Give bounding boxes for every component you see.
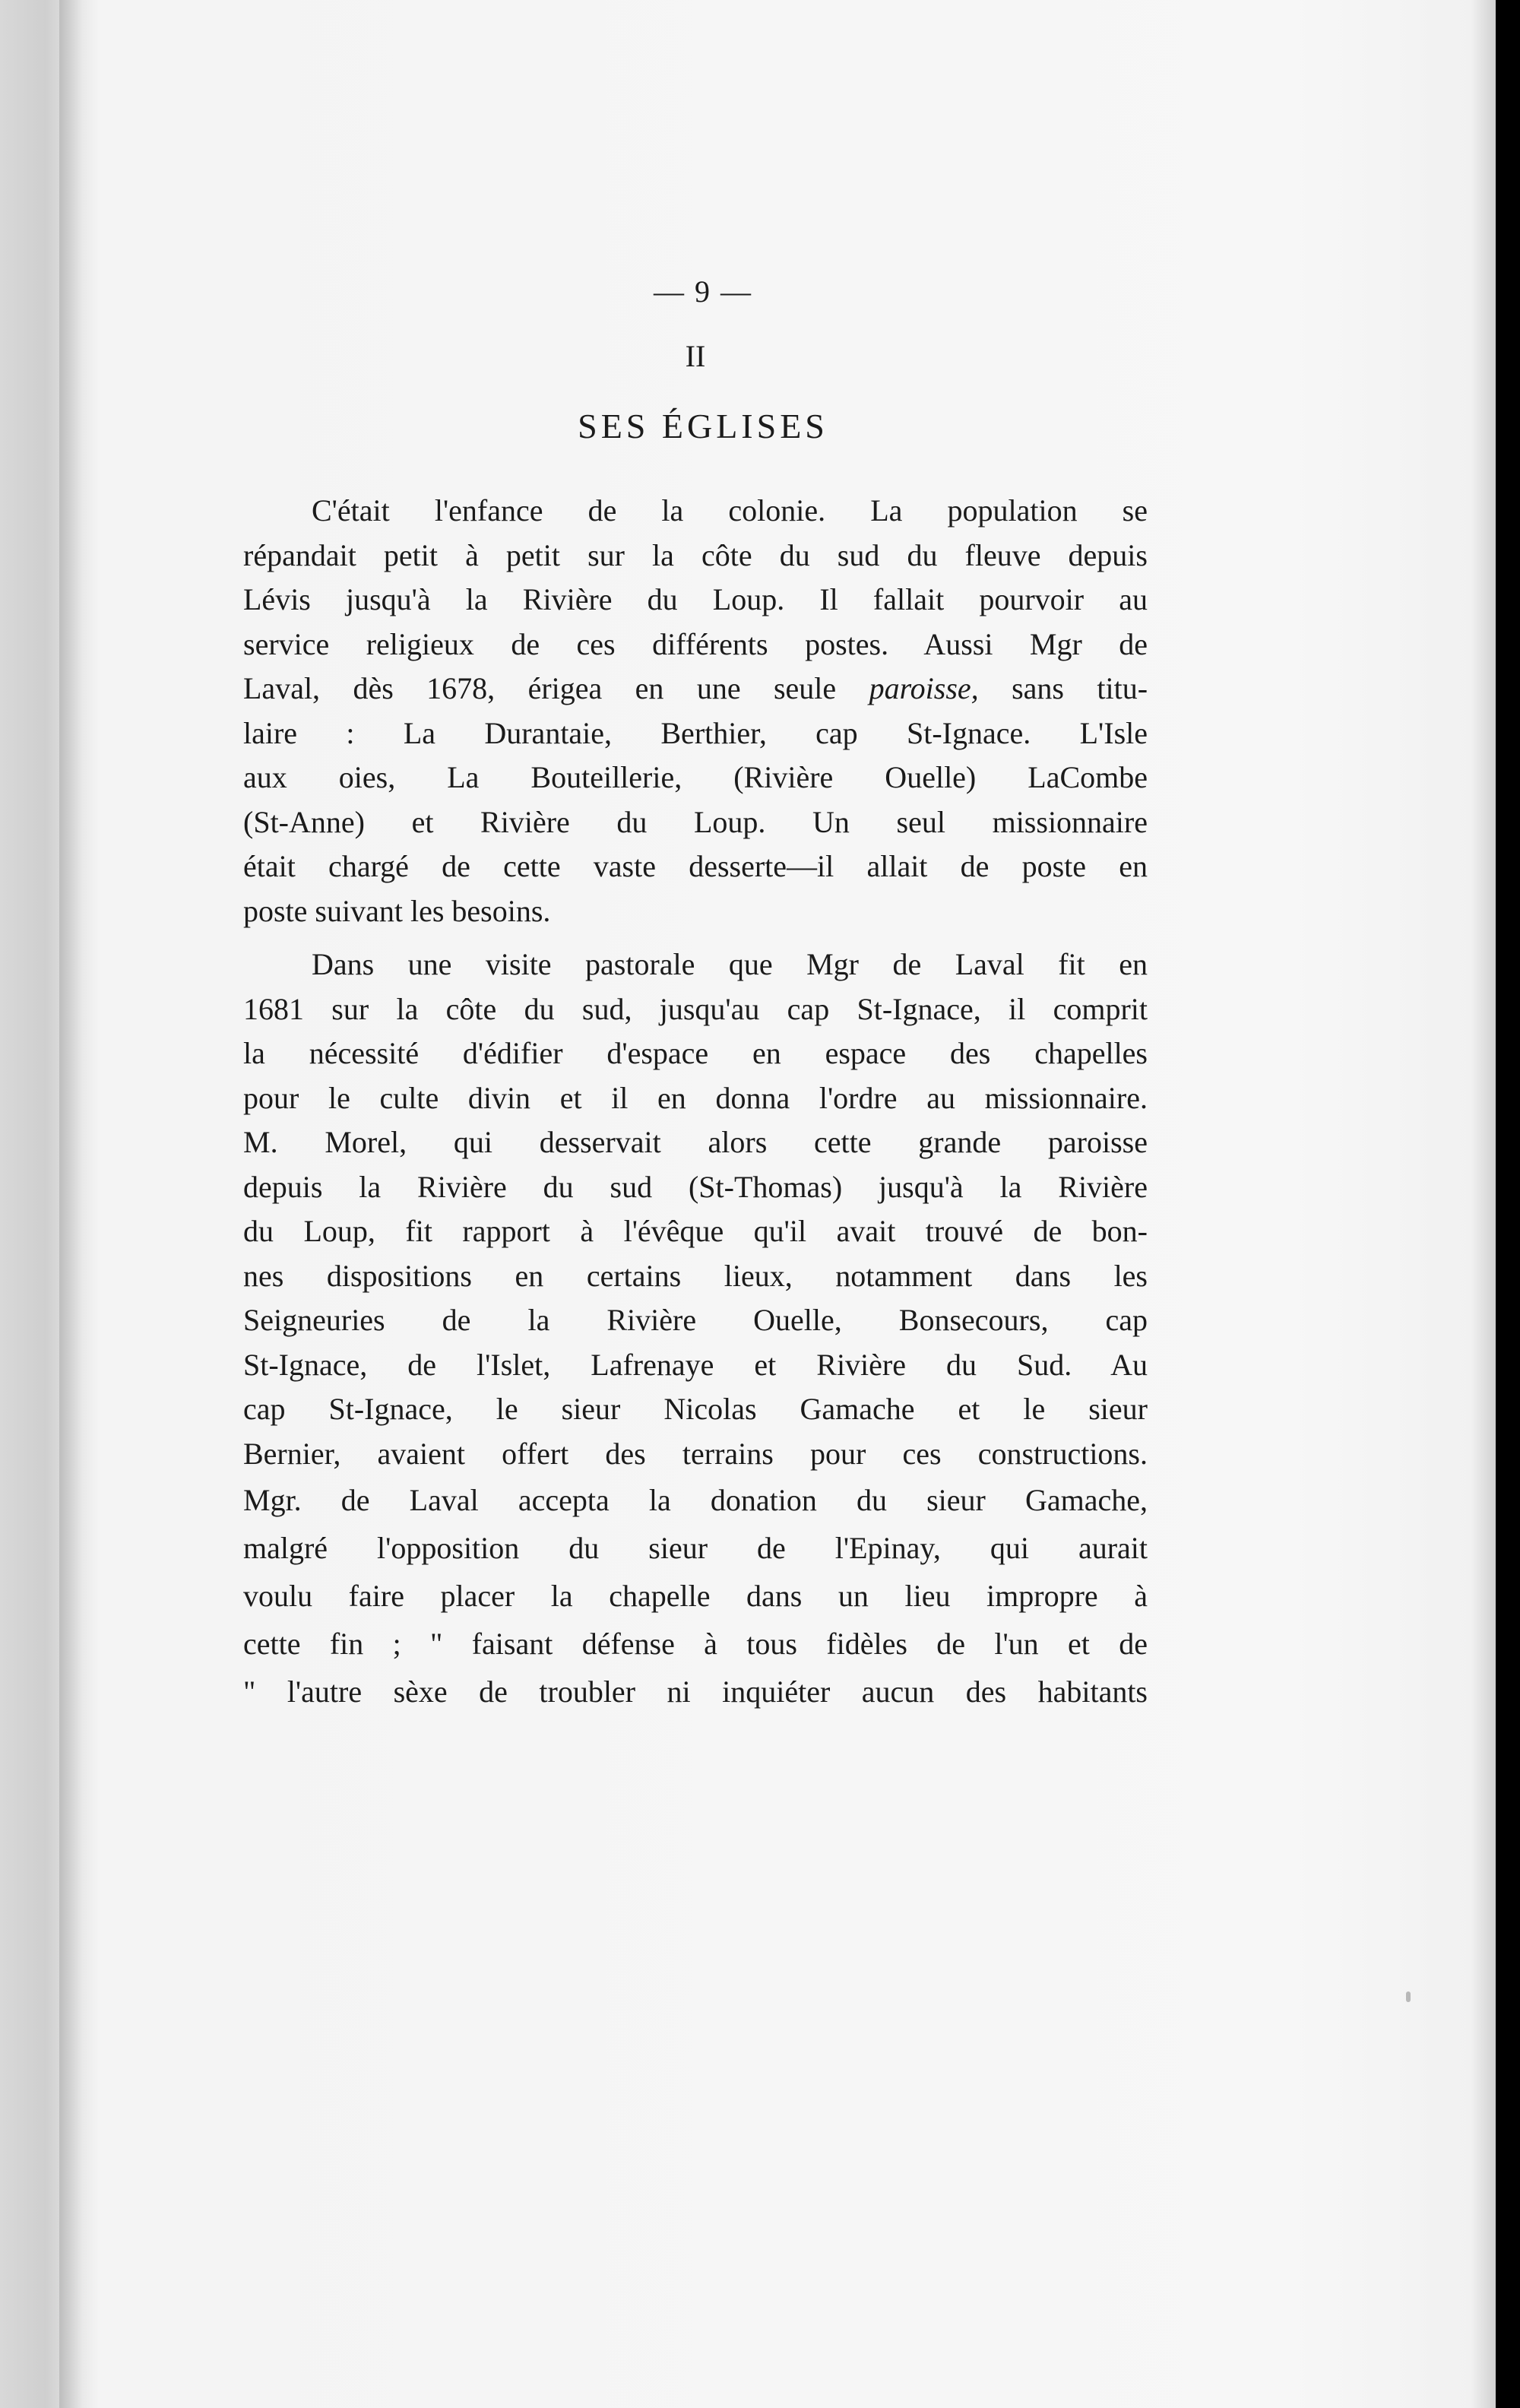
text-line: Mgr. de Laval accepta la donation du sieur Gamache,	[243, 1483, 1148, 1517]
page-edge-shadow	[1471, 0, 1496, 2408]
text-line: depuis la Rivière du sud (St-Thomas) jusqu'à la Rivière	[243, 1169, 1148, 1204]
binding-gutter-shadow	[59, 0, 82, 2408]
text-line: St-Ignace, de l'Islet, Lafrenaye et Rivière du Sud. Au	[243, 1347, 1148, 1382]
text-line: pour le culte divin et il en donna l'ordre au missionnaire.	[243, 1080, 1148, 1115]
text-line: (St-Anne) et Rivière du Loup. Un seul missionnaire	[243, 804, 1148, 839]
text-line: voulu faire placer la chapelle dans un lieu impropre à	[243, 1579, 1148, 1613]
text-line: était chargé de cette vaste desserte—il allait de poste en	[243, 849, 1148, 883]
chapter-numeral: II	[685, 339, 706, 373]
text-line: malgré l'opposition du sieur de l'Epinay, qui aurait	[243, 1531, 1148, 1565]
text-line: Seigneuries de la Rivière Ouelle, Bonsecours, cap	[243, 1303, 1148, 1337]
text-line: " l'autre sèxe de troubler ni inquiéter aucun des habitants	[243, 1675, 1148, 1709]
text-line: C'était l'enfance de la colonie. La population se	[312, 493, 1148, 528]
text-line: Lévis jusqu'à la Rivière du Loup. Il fallait pourvoir au	[243, 582, 1148, 616]
text-line: répandait petit à petit sur la côte du sud du fleuve depuis	[243, 537, 1148, 572]
text-line: aux oies, La Bouteillerie, (Rivière Ouelle) LaCombe	[243, 760, 1148, 794]
text-line: M. Morel, qui desservait alors cette grande paroisse	[243, 1125, 1148, 1159]
text-line: du Loup, fit rapport à l'évêque qu'il avait trouvé de bon-	[243, 1214, 1148, 1248]
text-line: 1681 sur la côte du sud, jusqu'au cap St-Ignace, il comprit	[243, 991, 1148, 1026]
scan-speck	[1406, 1991, 1411, 2002]
text-line: service religieux de ces différents postes. Aussi Mgr de	[243, 626, 1148, 661]
text-line: cette fin ; " faisant défense à tous fidèles de l'un et de	[243, 1627, 1148, 1661]
text-line: nes dispositions en certains lieux, notamment dans les	[243, 1258, 1148, 1293]
chapter-title: SES ÉGLISES	[578, 407, 828, 445]
text-line: la nécessité d'édifier d'espace en espace des chapelles	[243, 1036, 1148, 1070]
text-line: cap St-Ignace, le sieur Nicolas Gamache et le sieur	[243, 1392, 1148, 1426]
paragraph-2	[243, 943, 1148, 1716]
scan-border	[1496, 0, 1520, 2408]
page-number: — 9 —	[654, 274, 752, 309]
text-line: Dans une visite pastorale que Mgr de Laval fit en	[312, 947, 1148, 981]
text-line-with-italic	[243, 667, 1148, 711]
text-line: Bernier, avaient offert des terrains pour ces constructions.	[243, 1436, 1148, 1471]
text-line: poste suivant les besoins.	[243, 893, 551, 928]
italic-word: paroisse,	[869, 671, 979, 705]
text-segment: Laval, dès 1678, érigea en une seule	[243, 671, 837, 705]
text-segment: sans titu-	[1012, 671, 1148, 705]
paragraph-1	[243, 489, 1148, 933]
text-line: laire : La Durantaie, Berthier, cap St-Ignace. L'Isle	[243, 715, 1148, 750]
page-text-block	[243, 274, 1148, 1716]
